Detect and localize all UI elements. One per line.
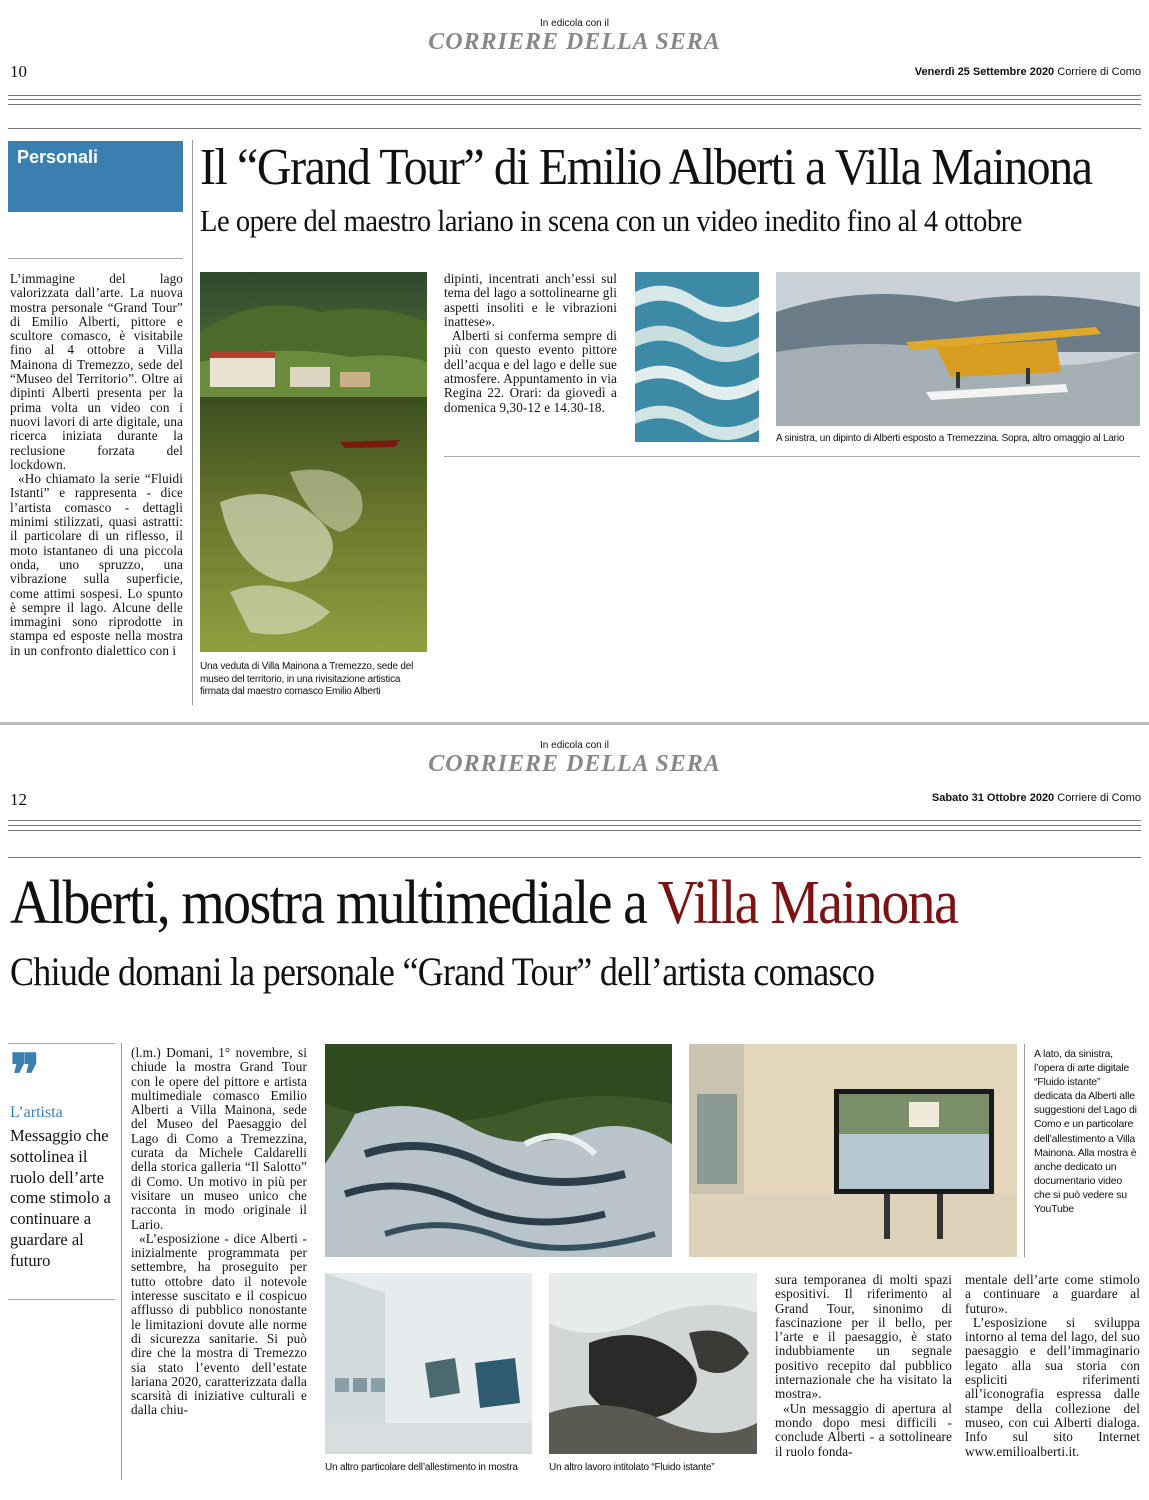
paragraph: sura temporanea di molti spazi espositivi. Il riferimento al Grand Tour, sinonimo di fascinazione per il bello, per l’arte e il paesaggio, è stato indubbiamente un segnale positivo recepito dal pubblico internazionale che ha visitato la mostra». [775, 1272, 952, 1402]
header-rule [8, 95, 1141, 96]
subheadline: Chiude domani la personale “Grand Tour” dell’artista comasco [10, 949, 875, 994]
seaplane-artwork [776, 272, 1140, 426]
exhibition-monitor-photo [689, 1044, 1017, 1257]
caption-main: Una veduta di Villa Mainona a Tremezzo, sede del museo del territorio, in una rivisitazione artistica firmata dal maestro comasco Emilio Alberti [200, 661, 414, 697]
caption-right: A sinistra, un dipinto di Alberti esposto a Tremezzina. Sopra, altro omaggio al Lario [776, 433, 1125, 444]
paragraph: Alberti si conferma sempre di più con questo evento pittore dell’acqua e del lago e delle sue atmosfere. Appuntamento in via Regina 22. Orari: da giovedì a domenica 9,30-12 e 14.30-18. [444, 328, 617, 415]
caption-gallery: Un altro particolare dell’allestimento in mostra [325, 1462, 518, 1473]
edicola-label: In edicola con il [540, 740, 609, 751]
gallery-installation-photo [325, 1273, 532, 1454]
masthead: CORRIERE DELLA SERA [428, 29, 721, 55]
paragraph: L’esposizione si sviluppa intorno al tema del lago, del suo paesaggio e dell’immaginario legato alla sua storia con espliciti riferimenti all’iconografia espressa dalle stampe della collezione del museo, con cui Alberti dialoga. Info sul sito Internet www.emilioalberti.it. [965, 1314, 1140, 1459]
paragraph: «Un messaggio di apertura al mondo dopo mesi difficili - conclude Alberti - a sottolineare il ruolo fonda- [775, 1400, 952, 1459]
article-column-3 [775, 1273, 952, 1459]
subheadline: Le opere del maestro lariano in scena con un video inedito fino al 4 ottobre [200, 203, 1022, 238]
column-divider [192, 140, 193, 705]
header-rule-2 [8, 825, 1141, 826]
quote-icon: ❞ [10, 1045, 41, 1107]
quote-rule-top [8, 1043, 115, 1044]
article-column-2 [444, 272, 617, 415]
section-label: Personali [17, 147, 99, 167]
newspaper-name: Corriere di Como [1057, 66, 1141, 78]
villa-mainona-painting [200, 272, 427, 652]
dateline [741, 792, 1141, 804]
page-divider [0, 722, 1149, 725]
dateline [741, 66, 1141, 78]
header-rule-2 [8, 99, 1141, 100]
page-number: 12 [10, 790, 27, 809]
caption-side: A lato, da sinistra, l’opera di arte digitale “Fluido istante” dedicata da Alberti alle suggestioni del Lago di Como e un particolare dell’allestimento a Villa Mainona. Alla mostra è anche dedicato un documentario video che si può vedere su YouTube [1034, 1048, 1137, 1216]
article-column-1 [10, 272, 183, 658]
caption-divider [1024, 1044, 1025, 1257]
section-rule [8, 128, 1141, 129]
quote-rule-bottom [8, 1299, 115, 1300]
paragraph: dipinti, incentrati anch’essi sul tema del lago a sottolinearne gli aspetti insoliti e le vibrazioni inattese». [444, 271, 617, 329]
left-column-rule [8, 258, 183, 259]
article-column-4 [965, 1273, 1140, 1459]
header-rule [8, 820, 1141, 821]
page-number: 10 [10, 62, 27, 81]
headline-accent: Villa Mainona [657, 869, 958, 937]
date: Sabato 31 Ottobre 2020 [931, 792, 1055, 804]
column-divider [121, 1043, 122, 1480]
paragraph: mentale dell’arte come stimolo a continuare a guardare al futuro». [965, 1272, 1140, 1316]
masthead: CORRIERE DELLA SERA [428, 751, 721, 777]
paragraph: (l.m.) Domani, 1° novembre, si chiude la mostra Grand Tour con le opere del pittore e artista multimediale comasco Emilio Alberti a Villa Mainona, sede del Museo del Paesaggio del Lago di Como a Tremezzina, curata da Michele Caldarelli della storica galleria “Il Salotto” di Como. Un motivo in più per visitare un museo unico che racconta in modo originale il Lario. [131, 1045, 307, 1232]
section-box [8, 141, 183, 212]
fluido-istante-artwork [325, 1044, 672, 1257]
page-title: Il “Grand Tour” di Emilio Alberti a Villa Mainona [200, 139, 1092, 196]
newspaper-name: Corriere di Como [1057, 792, 1141, 804]
edicola-label: In edicola con il [540, 18, 609, 29]
paragraph: «L’esposizione - dice Alberti - inizialmente programmata per settembre, ha proseguito per tutto ottobre dato il notevole interesse suscitato e il cospicuo afflusso di pubblico nonostante le limitazioni dovute alle norme di sicurezza sanitarie. Si può dire che la mostra di Tremezzo sia stato l’evento dell’estate lariana 2020, caratterizzata dalla scarsità di iniziative culturali e dalla chiu- [131, 1230, 307, 1418]
quote-text: Messaggio che sottolinea il ruolo dell’arte come stimolo a continuare a guardare al futuro [10, 1126, 111, 1270]
page-title [10, 870, 957, 936]
paragraph: «Ho chiamato la serie “Fluidi Istanti” e rappresenta - dice l’artista comasco - dettagli minimi stilizzati, quasi astratti: il particolare di un riflesso, il moto istantaneo di una piccola onda, uno spruzzo, una vibrazione sulla superficie, come attimi sospesi. Lo spunto è sempre il lago. Alcune delle immagini sono riprodotte in stampa ed esposte nella mostra in un confronto dialettico con i [10, 471, 183, 658]
fluido-istante-artwork-2 [549, 1273, 757, 1454]
abstract-water-artwork [635, 272, 759, 442]
quote-label: L’artista [10, 1104, 63, 1121]
article-column-1 [131, 1046, 307, 1418]
header-rule-3 [8, 830, 1141, 831]
headline-part: Alberti, mostra multimediale a [10, 869, 658, 937]
caption-fluido: Un altro lavoro intitolato “Fluido istante” [549, 1462, 715, 1473]
section-rule [8, 857, 1141, 858]
caption-rule [444, 456, 1140, 457]
date: Venerdì 25 Settembre 2020 [914, 66, 1055, 78]
header-rule-3 [8, 104, 1141, 105]
paragraph: L’immagine del lago valorizzata dall’arte. La nuova mostra personale “Grand Tour” di Emilio Alberti, pittore e scultore comasco, è visitabile fino al 4 ottobre a Villa Mainona di Tremezzo, sede del “Museo del Territorio”. Oltre ai dipinti Alberti presenta per la prima volta un video con i nuovi lavori di arte digitale, una ricerca iniziata durante la reclusione forzata del lockdown. [10, 271, 183, 472]
